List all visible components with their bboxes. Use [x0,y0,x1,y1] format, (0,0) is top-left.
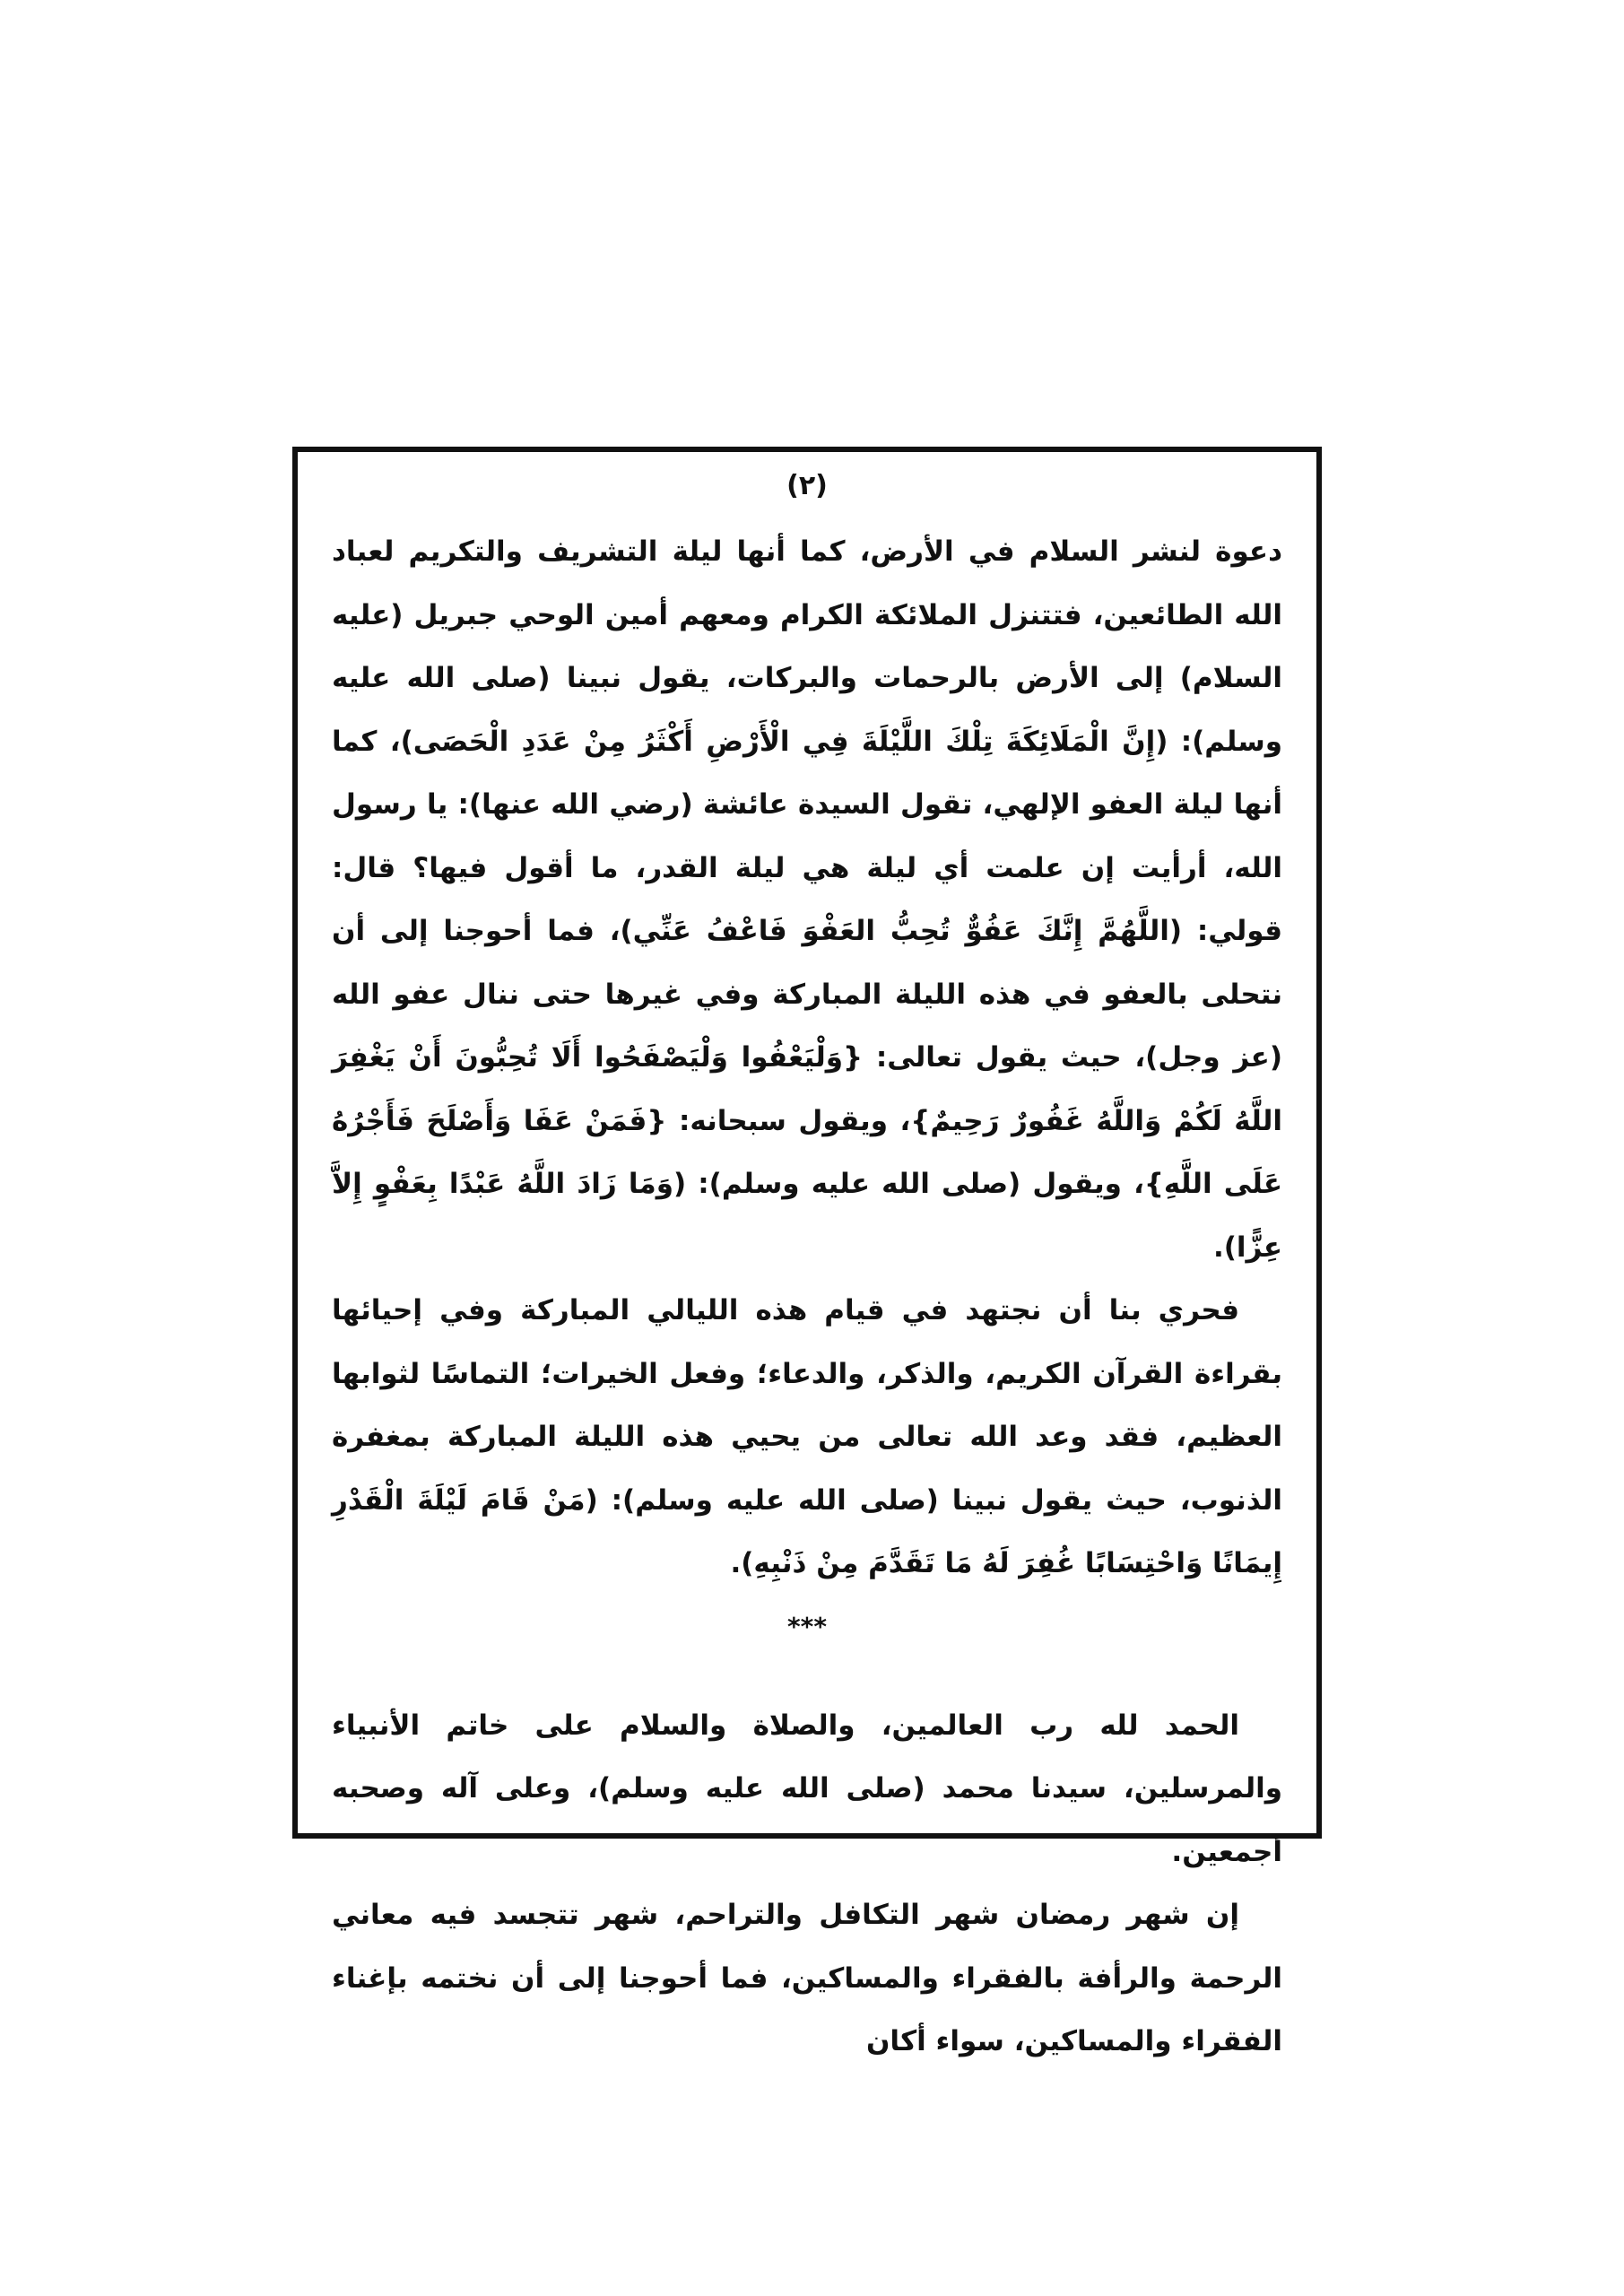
paragraph: دعوة لنشر السلام في الأرض، كما أنها ليلة التشريف والتكريم لعباد الله الطائعين، فتتنزل الملائكة الكرام ومعهم أمين الوحي جبريل (عليه السلام) إلى الأرض بالرحمات والبركات، يقول نبينا (صلى الله عليه وسلم): (إِنَّ الْمَلَائِكَةَ تِلْكَ اللَّيْلَةَ فِي الْأَرْضِ أَكْثَرُ مِنْ عَدَدِ الْحَصَى)، كما أنها ليلة العفو الإلهي، تقول السيدة عائشة (رضي الله عنها): يا رسول الله، أرأيت إن علمت أي ليلة هي ليلة القدر، ما أقول فيها؟ قال: قولي: (اللَّهُمَّ إِنَّكَ عَفُوٌّ تُحِبُّ العَفْوَ فَاعْفُ عَنِّي)، فما أحوجنا إلى أن نتحلى بالعفو في هذه الليلة المباركة وفي غيرها حتى ننال عفو الله (عز وجل)، حيث يقول تعالى: {وَلْيَعْفُوا وَلْيَصْفَحُوا أَلَا تُحِبُّونَ أَنْ يَغْفِرَ اللَّهُ لَكُمْ وَاللَّهُ غَفُورٌ رَحِيمٌ}، ويقول سبحانه: {فَمَنْ عَفَا وَأَصْلَحَ فَأَجْرُهُ عَلَى اللَّهِ}، ويقول (صلى الله عليه وسلم): (وَمَا زَادَ اللَّهُ عَبْدًا بِعَفْوٍ إِلاَّ عِزًّا). [332,535,1282,1264]
paragraph: فحري بنا أن نجتهد في قيام هذه الليالي المباركة وفي إحيائها بقراءة القرآن الكريم، والذكر، والدعاء؛ وفعل الخيرات؛ التماسًا لثوابها العظيم، فقد وعد الله تعالى من يحيي هذه الليلة المباركة بمغفرة الذنوب، حيث يقول نبينا (صلى الله عليه وسلم): (مَنْ قَامَ لَيْلَةَ الْقَدْرِ إِيمَانًا وَاحْتِسَابًا غُفِرَ لَهُ مَا تَقَدَّمَ مِنْ ذَنْبِهِ). [332,1294,1282,1579]
page-frame [292,447,1322,2057]
spacer [332,1658,1282,1694]
paragraph: إن شهر رمضان شهر التكافل والتراحم، شهر تتجسد فيه معاني الرحمة والرأفة بالفقراء والمساكين، فما أحوجنا إلى أن نختمه بإغناء الفقراء والمساكين، سواء أكان [332,1899,1282,2057]
section-separator: *** [787,1611,827,1641]
page-number: (٢) [786,470,828,501]
document-body [332,520,1282,2074]
paragraph: الحمد لله رب العالمين، والصلاة والسلام على خاتم الأنبياء والمرسلين، سيدنا محمد (صلى الله عليه وسلم)، وعلى آله وصحبه أجمعين. [332,1709,1282,1868]
